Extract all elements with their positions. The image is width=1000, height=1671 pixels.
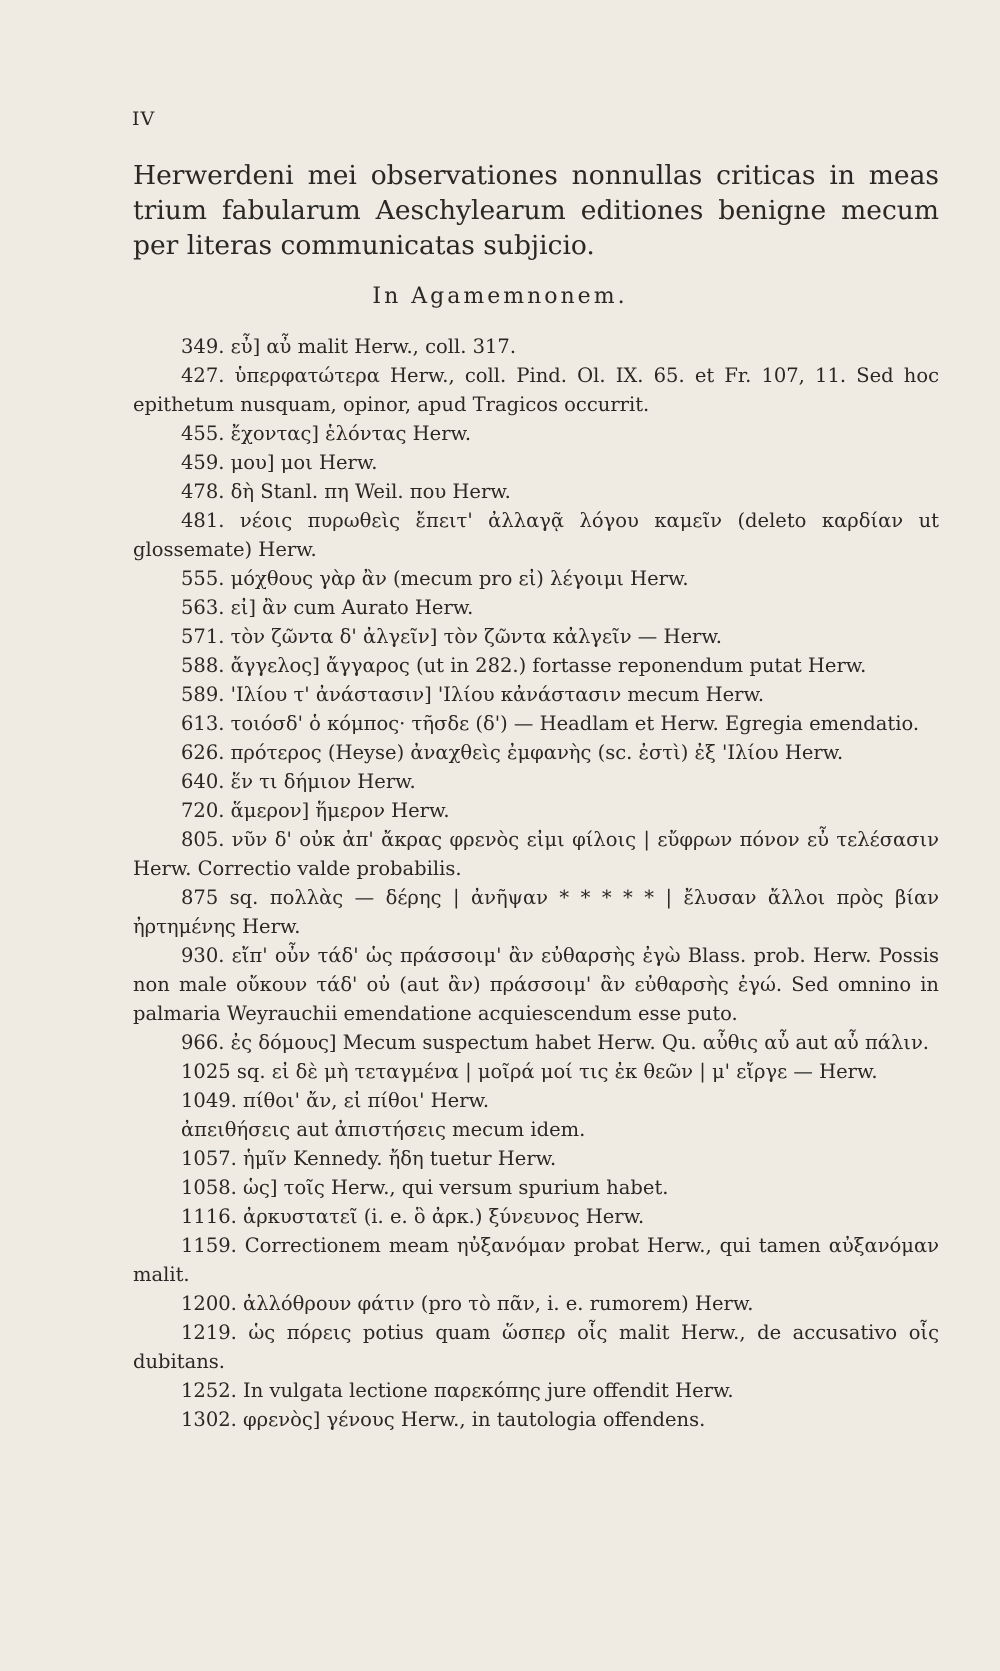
note-entry: 1252. In vulgata lectione παρεκόπης jure offendit Herw. <box>181 1379 734 1402</box>
note-entry: 805. νῦν δ' οὐκ ἀπ' ἄκρας φρενὸς εἰμι φίλοις | εὔφρων πόνον εὖ τελέσασιν Herw. Correctio valde probabilis. <box>133 828 939 880</box>
note-entry: 563. εἰ] ἂν cum Aurato Herw. <box>181 596 474 619</box>
note-entry: 1302. φρενὸς] γένους Herw., in tautologia offendens. <box>181 1408 706 1431</box>
note-entry: 555. μόχθους γὰρ ἂν (mecum pro εἰ) λέγοιμι Herw. <box>181 567 689 590</box>
note-entry: 589. 'Ιλίου τ' ἀνάστασιν] 'Ιλίου κἀνάστασιν mecum Herw. <box>181 683 765 706</box>
page-number: IV <box>132 108 156 130</box>
critical-notes <box>133 332 939 1434</box>
note-entry: 427. ὑπερφατώτερα Herw., coll. Pind. Ol. IX. 65. et Fr. 107, 11. Sed hoc epithetum nusquam, opinor, apud Tragicos occurrit. <box>133 364 939 416</box>
note-entry: 1219. ὡς πόρεις potius quam ὥσπερ οἷς malit Herw., de accusativo οἷς dubitans. <box>133 1321 939 1373</box>
note-entry: 1200. ἀλλόθρουν φάτιν (pro τὸ πᾶν, i. e. rumorem) Herw. <box>181 1292 754 1315</box>
note-entry: 613. τοιόσδ' ὁ κόμπος· τῆσδε (δ') — Headlam et Herw. Egregia emendatio. <box>181 712 920 735</box>
note-entry: 481. νέοις πυρωθεὶς ἔπειτ' ἀλλαγᾷ λόγου καμεῖν (deleto καρδίαν ut glossemate) Herw. <box>133 509 939 561</box>
note-entry: 459. μου] μοι Herw. <box>181 451 378 474</box>
note-entry: 1058. ὡς] τοῖς Herw., qui versum spurium habet. <box>181 1176 669 1199</box>
note-entry: 1159. Correctionem meam ηὐξανόμαν probat Herw., qui tamen αὐξανόμαν malit. <box>133 1234 939 1286</box>
note-entry: 640. ἕν τι δήμιον Herw. <box>181 770 416 793</box>
note-entry: 875 sq. πολλὰς — δέρης | ἀνῆψαν * * * * * | ἔλυσαν ἄλλοι πρὸς βίαν ἠρτημένης Herw. <box>133 886 939 938</box>
note-entry: 626. πρότερος (Heyse) ἀναχθεὶς ἐμφανὴς (sc. ἐστὶ) ἐξ 'Ιλίου Herw. <box>181 741 844 764</box>
note-entry: 588. ἄγγελος] ἄγγαρος (ut in 282.) fortasse reponendum putat Herw. <box>181 654 867 677</box>
note-entry: 720. ἅμερον] ἥμερον Herw. <box>181 799 450 822</box>
note-entry: 1049. πίθοι' ἄν, εἰ πίθοι' Herw. <box>181 1089 490 1112</box>
section-heading: In Agamemnonem. <box>372 284 628 309</box>
note-entry: 478. δὴ Stanl. πη Weil. που Herw. <box>181 480 511 503</box>
note-entry: 1025 sq. εἰ δὲ μὴ τεταγμένα | μοῖρά μοί τις ἐκ θεῶν | μ' εἴργε — Herw. <box>181 1060 878 1083</box>
note-entry: 349. εὖ] αὖ malit Herw., coll. 317. <box>181 335 517 358</box>
intro-paragraph: Herwerdeni mei observationes nonnullas criticas in meas trium fabularum Aeschylearum editiones benigne mecum per literas communicatas subjicio. <box>133 160 939 261</box>
note-entry: 966. ἐς δόμους] Mecum suspectum habet Herw. Qu. αὖθις αὖ aut αὖ πάλιν. <box>181 1031 930 1054</box>
note-entry: 455. ἔχοντας] ἑλόντας Herw. <box>181 422 472 445</box>
note-entry: ἀπειθήσεις aut ἀπιστήσεις mecum idem. <box>181 1118 586 1141</box>
note-entry: 571. τὸν ζῶντα δ' ἀλγεῖν] τὸν ζῶντα κἀλγεῖν — Herw. <box>181 625 722 648</box>
note-entry: 1057. ἡμῖν Kennedy. ἤδη tuetur Herw. <box>181 1147 557 1170</box>
note-entry: 930. εἴπ' οὖν τάδ' ὡς πράσσοιμ' ἂν εὐθαρσὴς ἐγὼ Blass. prob. Herw. Possis non male οὔκουν τάδ' οὐ (aut ἂν) πράσσοιμ' ἂν εὐθαρσὴς ἐγώ. Sed omnino in palmaria Weyrauchii emendatione acquiescendum esse puto. <box>133 944 939 1025</box>
note-entry: 1116. ἀρκυστατεῖ (i. e. ὃ ἀρκ.) ξύνευνος Herw. <box>181 1205 645 1228</box>
